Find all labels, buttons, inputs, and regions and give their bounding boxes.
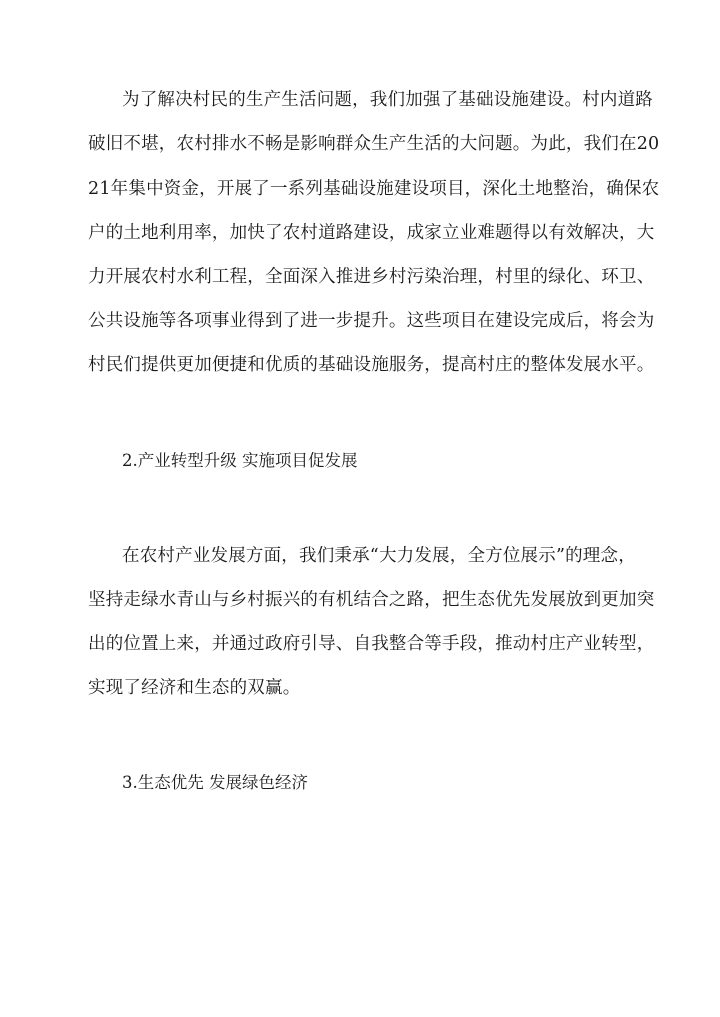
section-heading-industry: 2.产业转型升级 实施项目促发展 xyxy=(122,451,358,470)
paragraph-line: 在农村产业发展方面，我们秉承“大力发展，全方位展示”的理念， xyxy=(122,546,636,566)
paragraph-line: 坚持走绿水青山与乡村振兴的有机结合之路，把生态优先发展放到更加突 xyxy=(88,590,655,610)
section-heading-ecology: 3.生态优先 发展绿色经济 xyxy=(122,773,308,792)
paragraph-line: 21年集中资金，开展了一系列基础设施建设项目，深化土地整治，确保农 xyxy=(88,179,660,199)
paragraph-line: 公共设施等各项事业得到了进一步提升。这些项目在建设完成后，将会为 xyxy=(88,311,655,331)
paragraph-line: 户的土地利用率，加快了农村道路建设，成家立业难题得以有效解决，大 xyxy=(88,223,655,243)
paragraph-line: 力开展农村水利工程，全面深入推进乡村污染治理，村里的绿化、环卫、 xyxy=(88,267,655,287)
paragraph-line: 为了解决村民的生产生活问题，我们加强了基础设施建设。村内道路 xyxy=(122,90,653,110)
paragraph-line: 实现了经济和生态的双赢。 xyxy=(88,678,301,698)
paragraph-line: 村民们提供更加便捷和优质的基础设施服务，提高村庄的整体发展水平。 xyxy=(88,355,655,375)
paragraph-line: 破旧不堪，农村排水不畅是影响群众生产生活的大问题。为此，我们在20 xyxy=(88,134,660,154)
paragraph-line: 出的位置上来，并通过政府引导、自我整合等手段，推动村庄产业转型， xyxy=(88,634,655,654)
